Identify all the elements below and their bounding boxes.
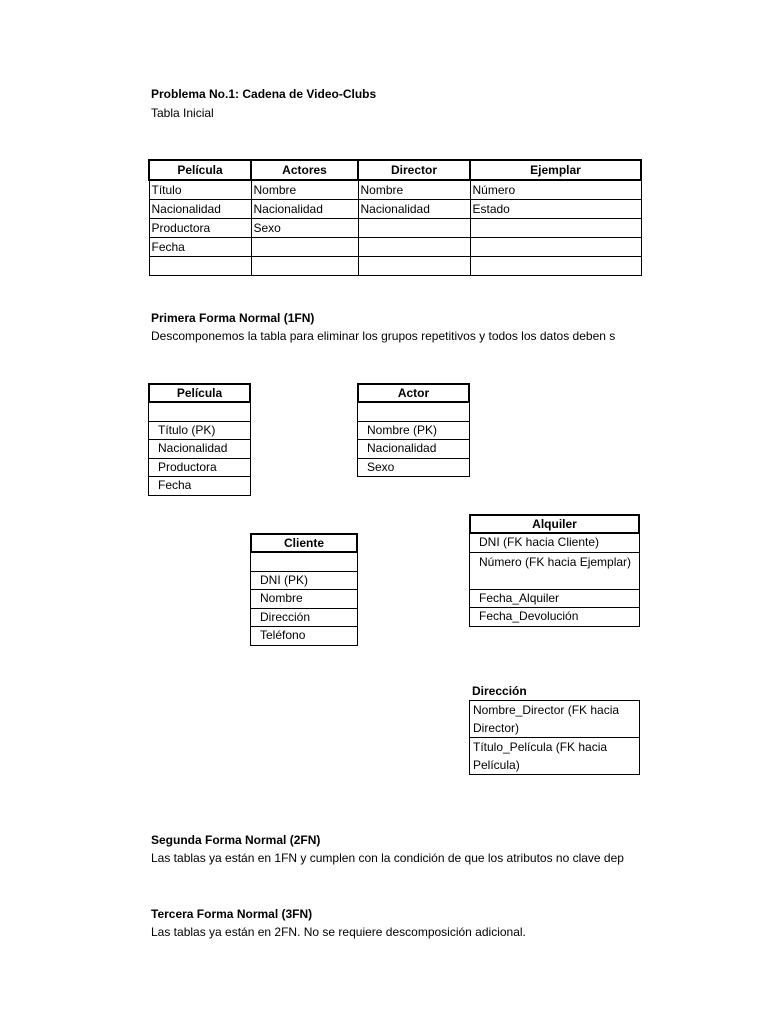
table-cell: Fecha (149, 238, 251, 257)
document-title: Problema No.1: Cadena de Video-Clubs (151, 87, 377, 101)
entity-direccion-title: Dirección (472, 684, 527, 698)
document-subtitle: Tabla Inicial (151, 106, 214, 120)
table-cell: Nacionalidad (358, 200, 470, 219)
table-cell (358, 257, 470, 276)
fn1-heading: Primera Forma Normal (1FN) (151, 311, 315, 325)
entity-alquiler (469, 514, 640, 627)
entity-field: Dirección (250, 609, 358, 628)
entity-field: Título (PK) (148, 422, 251, 441)
entity-field: Nombre (PK) (357, 422, 470, 441)
table-row (149, 219, 641, 238)
entity-pelicula-title: Película (148, 383, 251, 403)
entity-direccion (469, 700, 640, 775)
entity-field: Título_Película (FK hacia Película) (469, 738, 640, 775)
table-cell: Nacionalidad (149, 200, 251, 219)
fn3-description: Las tablas ya están en 2FN. No se requiere descomposición adicional. (151, 925, 526, 939)
header-pelicula: Película (149, 160, 251, 180)
entity-field: Fecha (148, 477, 251, 496)
table-cell: Número (470, 180, 641, 200)
fn3-heading: Tercera Forma Normal (3FN) (151, 907, 313, 921)
table-cell (470, 238, 641, 257)
entity-field: Nacionalidad (357, 440, 470, 459)
table-cell: Sexo (251, 219, 358, 238)
table-cell: Productora (149, 219, 251, 238)
table-cell (251, 257, 358, 276)
table-cell (251, 238, 358, 257)
table-cell: Título (149, 180, 251, 200)
header-actores: Actores (251, 160, 358, 180)
entity-field (148, 403, 251, 422)
fn2-description: Las tablas ya están en 1FN y cumplen con la condición de que los atributos no clave dep (151, 851, 624, 865)
table-cell (470, 257, 641, 276)
entity-field: Productora (148, 459, 251, 478)
table-row (149, 238, 641, 257)
initial-table (148, 159, 642, 276)
entity-cliente-title: Cliente (250, 533, 358, 553)
initial-table-header-row (149, 160, 641, 180)
table-row (149, 180, 641, 200)
table-cell (470, 219, 641, 238)
fn2-heading: Segunda Forma Normal (2FN) (151, 833, 321, 847)
entity-field: Nombre (250, 590, 358, 609)
table-cell: Estado (470, 200, 641, 219)
table-cell: Nombre (251, 180, 358, 200)
header-director: Director (358, 160, 470, 180)
entity-cliente (250, 533, 358, 646)
table-cell (149, 257, 251, 276)
header-ejemplar: Ejemplar (470, 160, 641, 180)
entity-field: Teléfono (250, 627, 358, 646)
entity-field: Número (FK hacia Ejemplar) (469, 553, 640, 590)
entity-pelicula (148, 383, 251, 496)
table-cell (358, 238, 470, 257)
entity-field: Nombre_Director (FK hacia Director) (469, 701, 640, 738)
entity-field (250, 553, 358, 572)
table-cell: Nacionalidad (251, 200, 358, 219)
table-row (149, 257, 641, 276)
table-row (149, 200, 641, 219)
entity-field: DNI (FK hacia Cliente) (469, 534, 640, 553)
entity-field: Fecha_Devolución (469, 608, 640, 627)
entity-field (357, 403, 470, 422)
entity-field: Nacionalidad (148, 440, 251, 459)
entity-field: Fecha_Alquiler (469, 590, 640, 609)
entity-field: Sexo (357, 459, 470, 478)
table-cell (358, 219, 470, 238)
entity-actor (357, 383, 470, 477)
entity-actor-title: Actor (357, 383, 470, 403)
entity-field: DNI (PK) (250, 572, 358, 591)
fn1-description: Descomponemos la tabla para eliminar los grupos repetitivos y todos los datos deben s (151, 329, 616, 343)
entity-alquiler-title: Alquiler (469, 514, 640, 534)
table-cell: Nombre (358, 180, 470, 200)
